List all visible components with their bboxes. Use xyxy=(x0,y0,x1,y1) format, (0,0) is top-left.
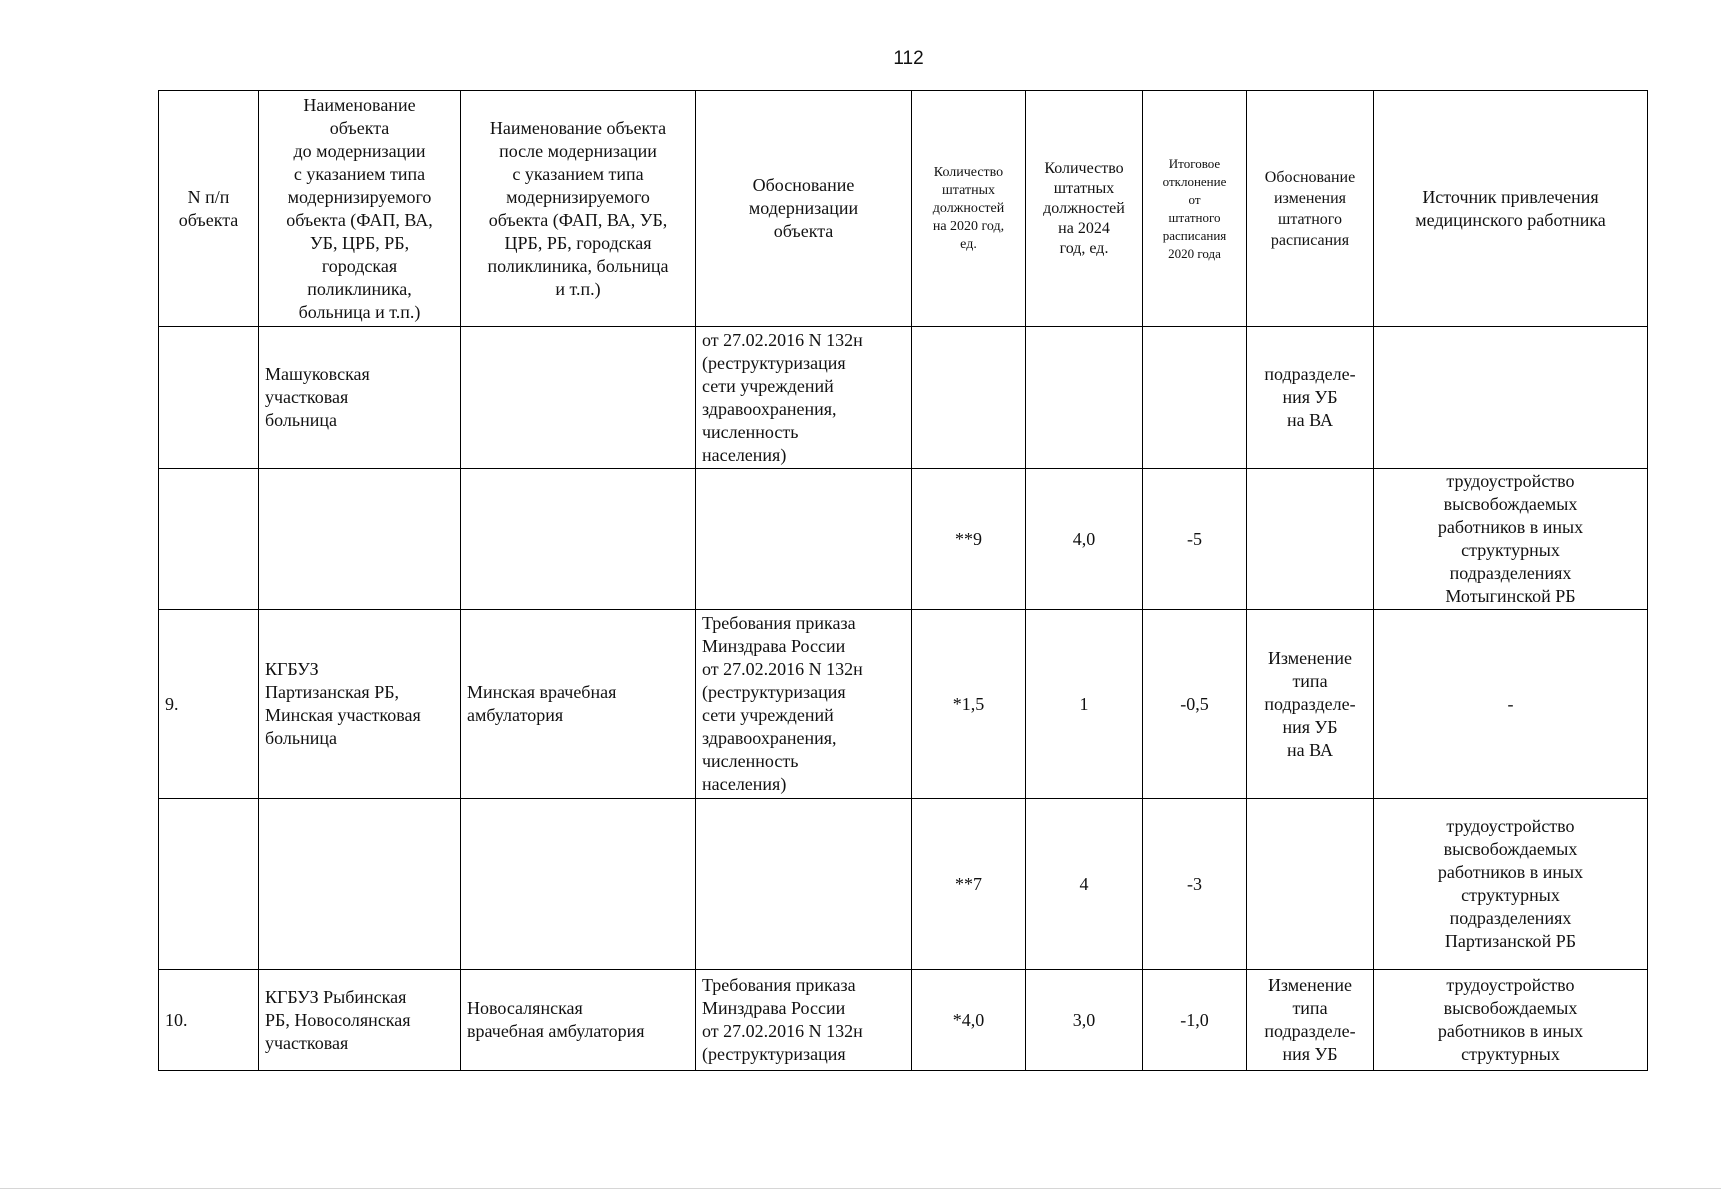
header-num: N п/п объекта xyxy=(159,91,259,327)
cell-staff-2020 xyxy=(912,327,1026,469)
cell-staff-2024: 4 xyxy=(1026,799,1143,970)
cell-staff-2020: **9 xyxy=(912,469,1026,610)
cell-name-before: КГБУЗ Рыбинская РБ, Новосолянская участковая xyxy=(259,970,461,1071)
cell-staff-2024: 3,0 xyxy=(1026,970,1143,1071)
header-rationale: Обоснование модернизации объекта xyxy=(696,91,912,327)
cell-name-after: Минская врачебная амбулатория xyxy=(461,610,696,799)
table-row xyxy=(159,469,1648,610)
cell-num xyxy=(159,327,259,469)
cell-staff-change-rationale: Изменение типа подразделе- ния УБ xyxy=(1247,970,1374,1071)
cell-staff-change-rationale xyxy=(1247,799,1374,970)
cell-staff-2024 xyxy=(1026,327,1143,469)
cell-num xyxy=(159,799,259,970)
page-bottom-edge xyxy=(0,1188,1721,1189)
cell-rationale: от 27.02.2016 N 132н (реструктуризация сети учреждений здравоохранения, численность населения) xyxy=(696,327,912,469)
header-name-before: Наименование объекта до модернизации с указанием типа модернизируемого объекта (ФАП, ВА, УБ, ЦРБ, РБ, городская поликлиника, больница и т.п.) xyxy=(259,91,461,327)
table-row xyxy=(159,799,1648,970)
cell-source xyxy=(1374,327,1648,469)
cell-source: - xyxy=(1374,610,1648,799)
cell-num: 10. xyxy=(159,970,259,1071)
cell-deviation: -5 xyxy=(1143,469,1247,610)
cell-deviation: -3 xyxy=(1143,799,1247,970)
header-staff-2024: Количество штатных должностей на 2024 год, ед. xyxy=(1026,91,1143,327)
table-row xyxy=(159,610,1648,799)
cell-name-before: КГБУЗ Партизанская РБ, Минская участковая больница xyxy=(259,610,461,799)
cell-name-after xyxy=(461,327,696,469)
page-number xyxy=(0,48,1721,70)
cell-num xyxy=(159,469,259,610)
table-header-row xyxy=(159,91,1648,327)
cell-rationale xyxy=(696,469,912,610)
staffing-table xyxy=(158,90,1648,1071)
cell-staff-2024: 4,0 xyxy=(1026,469,1143,610)
header-deviation: Итоговое отклонение от штатного расписания 2020 года xyxy=(1143,91,1247,327)
cell-deviation xyxy=(1143,327,1247,469)
cell-rationale: Требования приказа Минздрава России от 27.02.2016 N 132н (реструктуризация xyxy=(696,970,912,1071)
cell-rationale: Требования приказа Минздрава России от 27.02.2016 N 132н (реструктуризация сети учреждений здравоохранения, численность населения) xyxy=(696,610,912,799)
cell-source: трудоустройство высвобождаемых работников в иных структурных xyxy=(1374,970,1648,1071)
cell-name-before xyxy=(259,469,461,610)
header-name-after: Наименование объекта после модернизации с указанием типа модернизируемого объекта (ФАП, ВА, УБ, ЦРБ, РБ, городская поликлиника, больница и т.п.) xyxy=(461,91,696,327)
page-number-text: 112 xyxy=(893,48,924,69)
cell-name-before xyxy=(259,799,461,970)
cell-deviation: -0,5 xyxy=(1143,610,1247,799)
cell-name-after: Новосалянская врачебная амбулатория xyxy=(461,970,696,1071)
cell-deviation: -1,0 xyxy=(1143,970,1247,1071)
cell-staff-2020: *4,0 xyxy=(912,970,1026,1071)
cell-num: 9. xyxy=(159,610,259,799)
cell-name-after xyxy=(461,469,696,610)
cell-staff-2020: **7 xyxy=(912,799,1026,970)
cell-name-before: Машуковская участковая больница xyxy=(259,327,461,469)
cell-staff-2020: *1,5 xyxy=(912,610,1026,799)
cell-staff-change-rationale: подразделе- ния УБ на ВА xyxy=(1247,327,1374,469)
cell-source: трудоустройство высвобождаемых работников в иных структурных подразделениях Мотыгинской РБ xyxy=(1374,469,1648,610)
header-staff-2020: Количество штатных должностей на 2020 год, ед. xyxy=(912,91,1026,327)
header-staff-change-rationale: Обоснование изменения штатного расписания xyxy=(1247,91,1374,327)
cell-staff-2024: 1 xyxy=(1026,610,1143,799)
table-row xyxy=(159,327,1648,469)
cell-staff-change-rationale xyxy=(1247,469,1374,610)
cell-rationale xyxy=(696,799,912,970)
cell-source: трудоустройство высвобождаемых работников в иных структурных подразделениях Партизанской РБ xyxy=(1374,799,1648,970)
cell-name-after xyxy=(461,799,696,970)
header-source: Источник привлечения медицинского работника xyxy=(1374,91,1648,327)
cell-staff-change-rationale: Изменение типа подразделе- ния УБ на ВА xyxy=(1247,610,1374,799)
table-row xyxy=(159,970,1648,1071)
